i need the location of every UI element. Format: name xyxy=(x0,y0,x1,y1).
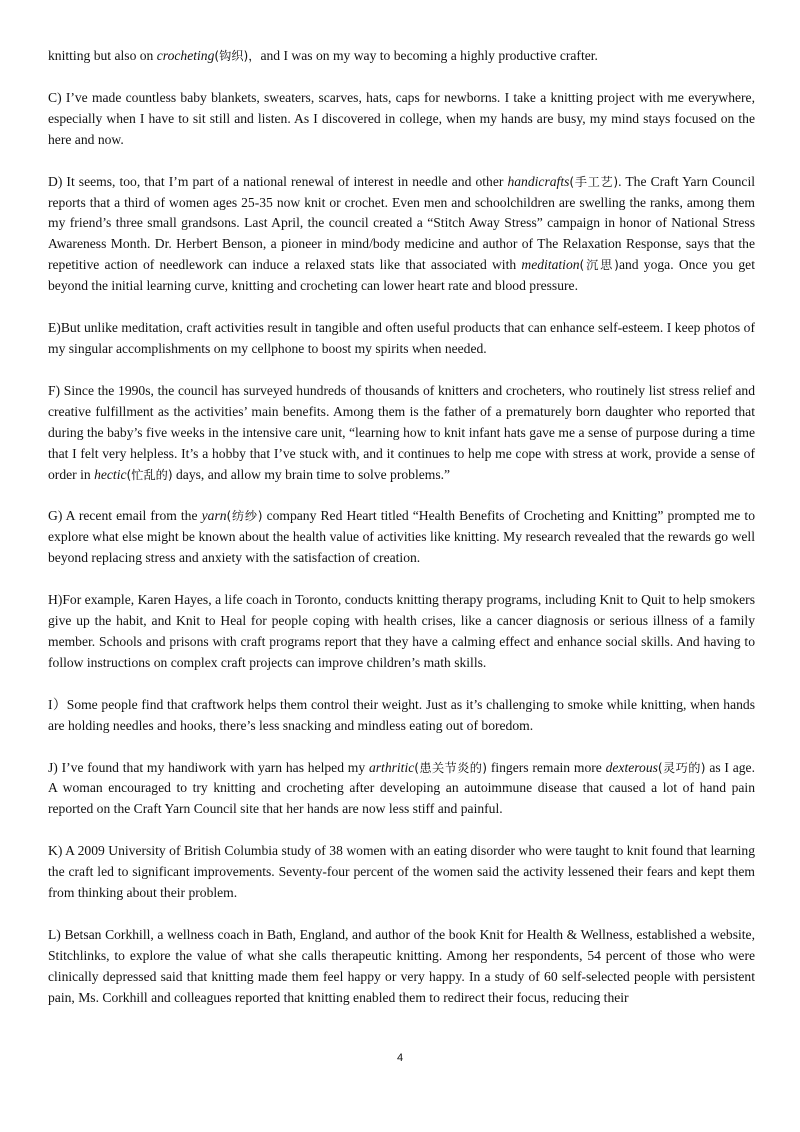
paragraph xyxy=(48,46,755,67)
chinese-gloss: (纺纱) xyxy=(226,509,263,524)
text-run: and yoga. Once you get beyond the initial learning curve, knitting and crocheting can lower heart rate and blood pressure. xyxy=(48,257,755,294)
glossed-term: crocheting xyxy=(156,48,215,63)
text-run: D) It seems, too, that I’m part of a national renewal of interest in needle and other xyxy=(48,173,508,189)
document-body xyxy=(48,46,755,1009)
chinese-gloss: (忙乱的) xyxy=(126,467,173,482)
paragraph xyxy=(48,381,755,486)
paragraph xyxy=(48,318,755,360)
text-run: knitting but also on xyxy=(48,48,157,63)
glossed-term: yarn xyxy=(201,508,227,524)
chinese-gloss: (灵巧的) xyxy=(657,760,706,775)
glossed-term: meditation xyxy=(521,257,580,273)
text-run: days, and allow my brain time to solve problems.” xyxy=(172,466,451,482)
glossed-term: arthritic xyxy=(368,759,415,775)
page-number: 4 xyxy=(396,1052,404,1064)
text-run: and I was on my way to becoming a highly productive crafter. xyxy=(260,48,598,63)
text-run: H)For example, Karen Hayes, a life coach in Toronto, conducts knitting therapy programs, including Knit to Quit to help smokers give up the habit, and Knit to Heal for people coping with health crises, like a cancer diagnosis or serious illness of a family member. Schools and prisons with craft programs report that they have a calming effect and enhance social skills. And having to follow instructions on complex craft projects can improve children’s math skills. xyxy=(48,592,755,670)
text-run: L) Betsan Corkhill, a wellness coach in Bath, England, and author of the book Knit for Health & Wellness, established a website, Stitchlinks, to explore the value of what she calls therapeutic knitting. Among her respondents, 54 percent of those who were clinically depressed said that knitting made them feel happy or very happy. In a study of 60 self-selected people with persistent pain, Ms. Corkhill and colleagues reported that knitting enabled them to redirect their focus, reducing their xyxy=(48,927,755,1005)
text-run: G) A recent email from the xyxy=(48,508,202,524)
text-run: company Red Heart titled “Health Benefits of Crocheting and Knitting” prompted me to explore what else might be known about the health value of activities like knitting. My research revealed that the rewards go well beyond replacing stress and anxiety with the satisfaction of creation. xyxy=(48,508,755,566)
chinese-gloss: (患关节炎的) xyxy=(414,760,488,775)
paragraph xyxy=(48,758,755,821)
paragraph xyxy=(48,590,755,674)
text-run: F) Since the 1990s, the council has surveyed hundreds of thousands of knitters and crocheters, who routinely list stress relief and creative fulfillment as the activities’ main benefits. Among them is the father of a prematurely born daughter who reported that during the baby’s five weeks in the intensive care unit, “learning how to knit infant hats gave me a sense of purpose during a time that I felt very helpless. It’s a hobby that I’ve stuck with, and it continues to help me cope with stress at work, provide a sense of order in xyxy=(48,382,755,482)
text-run: . The Craft Yarn Council reports that a third of women ages 25-35 now knit or crochet. Even men and schoolchildren are swelling the ranks, among them my friend’s three small grandsons. Last April, the council created a “Stitch Away Stress” campaign in honor of National Stress Awareness Month. Dr. Herbert Benson, a pioneer in mind/body medicine and author of The Relaxation Response, says that the repetitive action of needlework can induce a relaxed stats like that associated with xyxy=(48,173,756,273)
chinese-gloss: (沉思) xyxy=(579,258,619,273)
text-run: I）Some people find that craftwork helps them control their weight. Just as it’s challenging to smoke while knitting, when hands are holding needles and hooks, there’s less snacking and mindless eating out of boredom. xyxy=(48,696,755,733)
text-run: K) A 2009 University of British Columbia study of 38 women with an eating disorder who were taught to knit found that learning the craft led to significant improvements. Seventy-four percent of the women said the activity lessened their fears and kept them from thinking about their problem. xyxy=(48,843,755,901)
text-run: J) I’ve found that my handiwork with yarn has helped my xyxy=(48,759,369,775)
paragraph xyxy=(48,88,755,151)
paragraph xyxy=(48,925,755,1009)
paragraph xyxy=(48,172,755,297)
glossed-term: handicrafts xyxy=(507,173,570,189)
text-run: as I age. A woman encouraged to try knitting and crocheting after developing an autoimmune disease that caused a lot of hand pain reported on the Craft Yarn Council site that her hands are now less stiff and painful. xyxy=(48,759,755,817)
chinese-gloss: (手工艺) xyxy=(569,174,619,189)
chinese-gloss: (钩织)， xyxy=(214,49,261,63)
glossed-term: hectic xyxy=(94,466,127,482)
text-run: C) I’ve made countless baby blankets, sweaters, scarves, hats, caps for newborns. I take a knitting project with me everywhere, especially when I have to sit still and listen. As I discovered in college, when my hands are busy, my mind stays focused on the here and now. xyxy=(48,89,755,147)
glossed-term: dexterous xyxy=(605,759,658,775)
paragraph xyxy=(48,506,755,569)
text-run: E)But unlike meditation, craft activities result in tangible and often useful products that can enhance self-esteem. I keep photos of my singular accomplishments on my cellphone to boost my spirits when needed. xyxy=(48,320,755,356)
paragraph xyxy=(48,695,755,737)
paragraph xyxy=(48,841,755,904)
text-run: fingers remain more xyxy=(487,759,606,775)
